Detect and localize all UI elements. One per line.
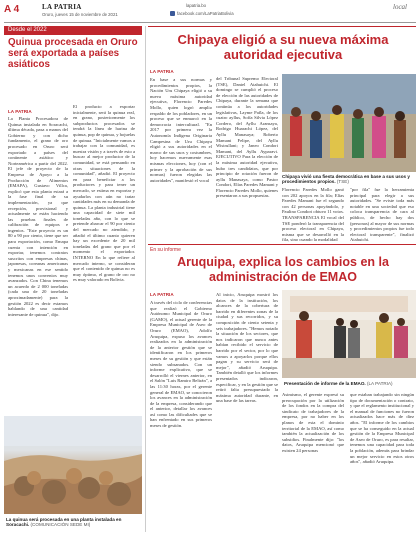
- article-column-2: El producto a exportar inicialmente, será la quinua real, en grano, posteriormente los subproductos procesados se tendrá la línea de harina de quinua, pop de quinua, y hojuelas de quinua. "Inicialmente vamos a trabajar con la comunidad, es nuestra visión y a través de esto a buscar al mejor productor de la comunidad, se está pensando en otras situaciones de la comunidad", añadió. El proyecto en para beneficiar a los productores y para tener un mercado, se estima en exportar y ayudarlos con aún no tratar cantidades más en su demanda de quinua. La planta industrial tiene una capacidad de siete mil toneladas año, con lo que se pretende abarcar el 90 por ciento del mercado no atendido, y añadió el último cuanto quieren hay un excedente de 20 mil toneladas del grano que por el momento el exportador. INTERNO En lo que refiere al mercado interno, se consideran que el contenido de quinua no es muy óptimo, el grano de oro no es muy valorado en Bolivia.: [73, 104, 135, 283]
- article-top-rule: [148, 244, 416, 245]
- quinua-photo: [4, 416, 142, 514]
- page-number: A 4: [4, 4, 20, 15]
- article-column-1: La Planta Procesadora de Quinua instalada en Soracachi, última década, pasa a manos del Gobierno y con dicho fundamento, el grano de oro procesado en Oruro será exportado a países del continente asiático y Norteamérica a partir del 2022. El jefe de proyecto de la Empresa de Apoyo a la Producción de Alimentos (EMAPA), Gustavo Villca, explicó que esta planta estará a la fase final de su implementación, ya que recepción, provisional y actualmente se están haciendo las pruebas finales de calibración de equipos e ingenios. "Este proyecto es un 80 a 90 por ciento, tiene que ser para exportación, como Emapa cuenta con intención en exportar, tenemos contratos suscritos con empresas chinas, japonesas, coreanas americanas y mexicanas en ese sentido tenemos unos convenios muy avanzados. Con China tenemos un acuerdo de 2 000 toneladas (cada una de 20 toneladas aproximadamente) para la gestión 2022 es decir estamos hablando de una cantidad interesante de quinua", dijo.: [8, 116, 68, 317]
- quinua-photo-art: [4, 416, 142, 514]
- caption-credit: (LA PATRIA): [366, 381, 393, 386]
- chipaya-photo-art: [282, 74, 416, 172]
- emao-photo: [282, 290, 416, 378]
- photo-caption: [6, 517, 140, 528]
- section-label: local: [393, 3, 407, 11]
- caption-credit: (COMUNICACIÓN SEDE MI): [30, 522, 91, 528]
- article-byline: LA PATRIA: [150, 292, 174, 297]
- date-line: Oruro, jueves 15 de noviembre de 2021: [42, 12, 118, 17]
- article-top-rule: [148, 26, 416, 27]
- article-headline: Chipaya eligió a su nueva máxima autoridad ejecutiva: [177, 32, 389, 62]
- caption-text: Chipaya vivió una fiesta democrática en base a sus usos y procedimientos propios.: [282, 174, 410, 185]
- website-label: lapatria.bo: [186, 3, 207, 8]
- article-headline: Aruquipa, explica los cambios en la administración de EMAO: [177, 255, 389, 284]
- article-column-4: que estaban trabajando sin ningún tipo de documentación o contrato, y que el reglamento institucional y el manual de funciones no fueron actualizados hace más de diez años. "El informe de los cambios que se ha conseguido en la actual gestión de la Empresa Municipal de Aseo de Oruro, es para resaltar, tenemos una capacidad para toda la población, además para brindar un mejor servicio en estos otros años", añadió Aruquipa.: [350, 392, 414, 465]
- article-headline: Quinua procesada en Oruro será exportada a países asiáticos: [8, 37, 138, 70]
- column-divider: [145, 26, 146, 532]
- article-column-3: Asimismo, el gerente expresó su preocupación por la utilización de los fondos en la compra del sindicato de trabajadores de la empresa, por no haber en los planos de esta el dominio territorial de la EMAO, así como también la actualización de los subsidios. Finalmente dijo: "los datos, Aruquipa mencionó que existen 24 personas: [282, 392, 344, 453]
- article-kicker: En su informe: [150, 247, 181, 253]
- article-kicker: Desde el 2022: [4, 26, 142, 35]
- article-column-2: Al inicio, Aruquipa mostró los datos de la institución, los alcances de la cobertura de barrido en diferentes zonas de la ciudad y sus recorridos, y su composición de ciento setenta y seis trabajadores. "Hemos notado la situación de los sectores, que nos indicaron que nunca antes habían recibido el servicio de barrido por el sector, por lo que vamos a apoyarlos porque ellos pagan y su servicio será de mejor", añadió Aruquipa. También detalló que los informes presentados indicaron, especificar, y en la gestión que se retiró falta presupuestado la máxima autoridad durante, en una base de las tareas.: [216, 292, 278, 404]
- photo-caption: [284, 381, 416, 386]
- article-column-2: del Tribunal Supremo Electoral (TSE), Daniel Atahuichi. El domingo se cumplió el proceso de elección de las autoridades de Chipaya, durante la semana que continúa a los autoridades legislativas, Layme Pafla, de los cuatro ayllus, Sofía Silvia López Cordero, del Ayllu Aransaya, Rodrigo Huarachi López, del Ayllu Manasaya; Roberto Mamani Felipe, del Ayllu Wistrullani; y Janeo Condori Mamani, del Ayllu Ayparavi. EJECUTIVO Para la elección de la máxima autoridad ejecutiva, hubo tres candidatos, que por principio de rotación fueron de ayllu Manasaya, como Pastor Condori, Elías Paredes Mamani y Florencio Paredes Mollo, quienes presentaron a sus propuestas.: [216, 76, 278, 199]
- facebook-icon: [170, 11, 175, 16]
- article-byline: LA PATRIA: [8, 109, 32, 114]
- caption-credit: (TSE): [336, 179, 349, 185]
- article-column-3: Florencio Paredes Mollo ganó con 202 apoyos en la fila; Elías Paredes Mamani fue el segundo con 42 personas apoyándolo, y Paulino Condori obtuvo 11 votos. TRANSPARENCIA El vocal del TSE ponderó la transparencia del proceso electoral en Chipaya, misma que se desarrolló en la fila, sino cuando la modalidad: [282, 187, 344, 243]
- article-column-1: A través del ciclo de conferencias que realizó el Gobierno Autónomo Municipal de Oruro (GAMO), el actual gerente de la Empresa Municipal de Aseo de Oruro (EMAO), Adolfo Aruquipa, expuso los avances realizados en la administración de la anterior gestión que se identificaron en los primeros meses de su gestión y que están siendo subsanados. Con un informe explicativo, que se desarrolló el viernes anterior, en el Salón "Luis Ramiro Beltrán", a las 11:30 horas, por el gerente general de EMAO, se conocieron los avances en la administración de la empresa, considerando que el anterior, detallar los avances así como las dificultades que se han enfrentado en sus primeros meses de gestión.: [150, 300, 212, 429]
- photo-caption: [282, 174, 416, 185]
- caption-text: La quinua será procesada en una planta instalada en Soracachi.: [6, 517, 122, 528]
- caption-text: Presentación de informe de la EMAO.: [284, 381, 366, 386]
- emao-photo-art: [282, 290, 416, 378]
- article-column-4: "por fila" fue la herramienta principal para elegir a sus autoridades. "Se eviste toda más notable en una sociedad que eso coloca transparencia de cara al público, de hecho hay dos (personas) al mayor de sus normas y procedimientos propios fue todo electoral transparente", finalizó Atahuichi.: [350, 187, 414, 243]
- header-rule: [4, 22, 416, 23]
- newspaper-brand: LA PATRIA: [42, 3, 82, 11]
- article-byline: LA PATRIA: [150, 69, 174, 74]
- article-column-1: En base a sus normas y procedimientos propios, la Nación Uru Chipaya eligió a su nueva máxima autoridad ejecutiva, Florencio Paredes Mollo, quien logró amplio respaldo de los pobladores, en un proceso que se enmarcó en la democracia intercultural. "En 2017 por primera vez la Autonomía Indígena Originaria Campesina de Uru Chipaya eligió a sus autoridades en el marco de sus usos y costumbres, hoy hacemos nuevamente esas mismas elecciones, hoy (con el primer y la aprobación de sus normas) fueron elegidas las autoridades", manifestó el vocal: [150, 77, 212, 183]
- chipaya-photo: [282, 74, 416, 172]
- facebook-label: facebook.com/LaPatriaBolivia: [177, 11, 234, 16]
